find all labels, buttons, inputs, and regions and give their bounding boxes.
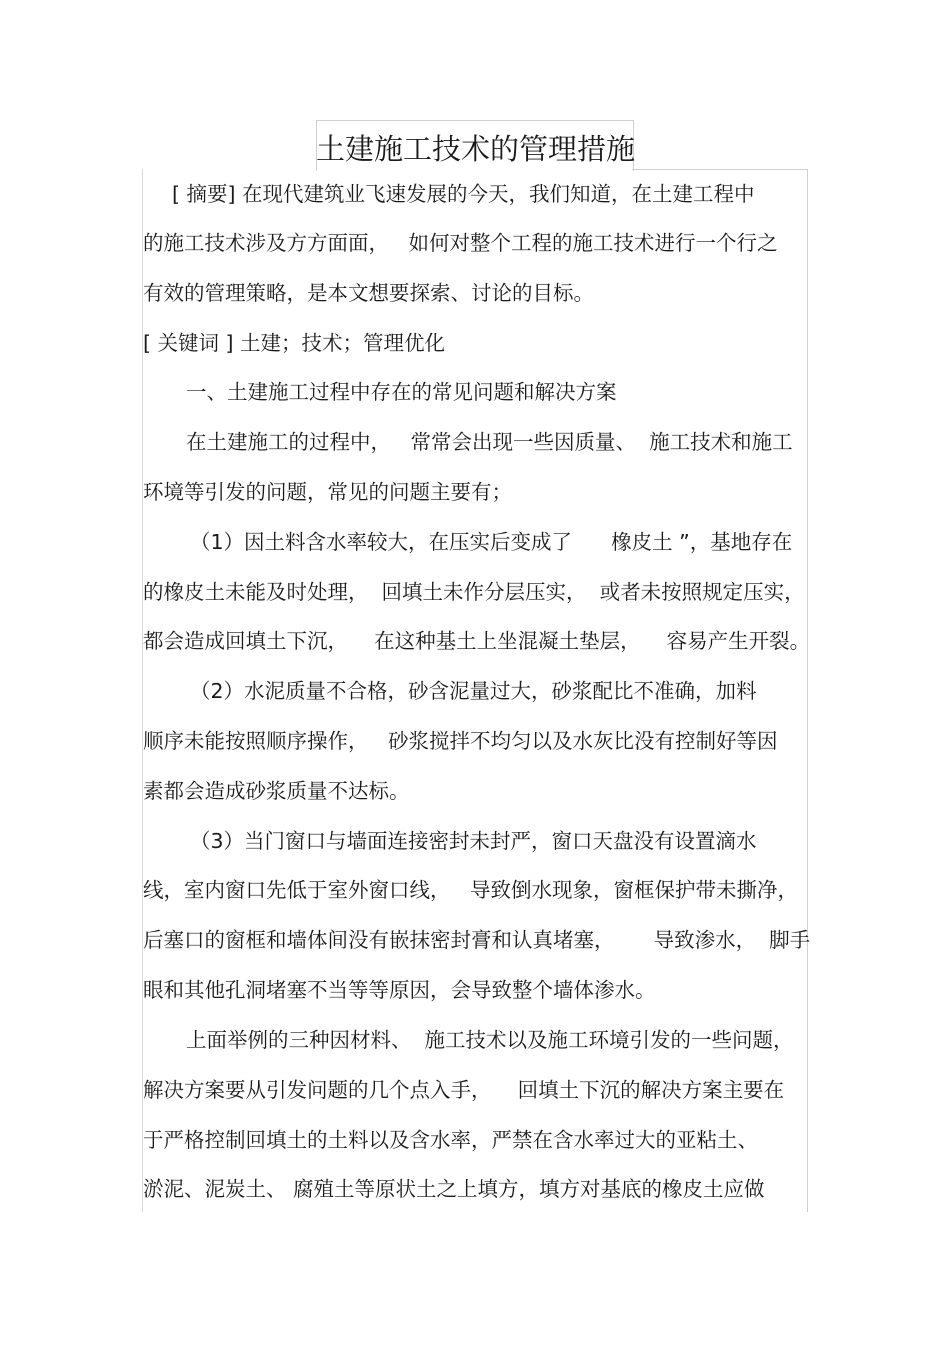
paragraph-line: 于严格控制回填土的土料以及含水率，严禁在含水率过大的亚粘土、 [143,1128,758,1152]
abstract-line-1: [ 摘要] 在现代建筑业飞速发展的今天，我们知道，在土建工程中 [172,182,755,206]
keywords-line: [ 关键词 ] 土建；技术；管理优化 [143,331,446,355]
frame-top-border [632,169,807,170]
abstract-line-3: 有效的管理策略，是本文想要探索、讨论的目标。 [143,281,594,305]
paragraph-line: 解决方案要从引发问题的几个点入手， 回填土下沉的解决方案主要在 [143,1078,785,1102]
paragraph-line: 眼和其他孔洞堵塞不当等等原因，会导致整个墙体渗水。 [143,978,656,1002]
paragraph-line: （1）因土料含水率较大，在压实后变成了 橡皮土 ”，基地存在 [190,530,793,554]
paragraph-line: 淤泥、泥炭土、 腐殖土等原状土之上填方，填方对基底的橡皮土应做 [143,1177,765,1201]
paragraph-line: 后塞口的窗框和墙体间没有嵌抹密封膏和认真堵塞， 导致渗水， 脚手 [143,928,811,952]
frame-right-border [807,169,808,1212]
paragraph-line: （2）水泥质量不合格，砂含泥量过大，砂浆配比不准确，加料 [190,679,757,703]
paragraph-line: 环境等引发的问题，常见的问题主要有； [143,480,512,504]
document-title: 土建施工技术的管理措施 [316,132,636,166]
paragraph-line: 上面举例的三种因材料、 施工技术以及施工环境引发的一些问题， [186,1028,794,1052]
paragraph-line: 线，室内窗口先低于室外窗口线， 导致倒水现象，窗框保护带未撕净， [143,878,799,902]
frame-left-border [142,169,143,1212]
paragraph-line: 的橡皮土未能及时处理， 回填土未作分层压实， 或者未按照规定压实， [143,580,805,604]
paragraph-line: 素都会造成砂浆质量不达标。 [143,779,410,803]
abstract-line-2: 的施工技术涉及方方面面， 如何对整个工程的施工技术进行一个行之 [143,231,778,255]
paragraph-line: 都会造成回填土下沉， 在这种基土上坐混凝土垫层， 容易产生开裂。 [143,629,811,653]
section-heading-1: 一、土建施工过程中存在的常见问题和解决方案 [186,380,617,404]
paragraph-line: 在土建施工的过程中， 常常会出现一些因质量、 施工技术和施工 [186,430,793,454]
paragraph-line: 顺序未能按照顺序操作， 砂浆搅拌不均匀以及水灰比没有控制好等因 [143,729,778,753]
paragraph-line: （3）当门窗口与墙面连接密封未封严，窗口天盘没有设置滴水 [190,829,757,853]
